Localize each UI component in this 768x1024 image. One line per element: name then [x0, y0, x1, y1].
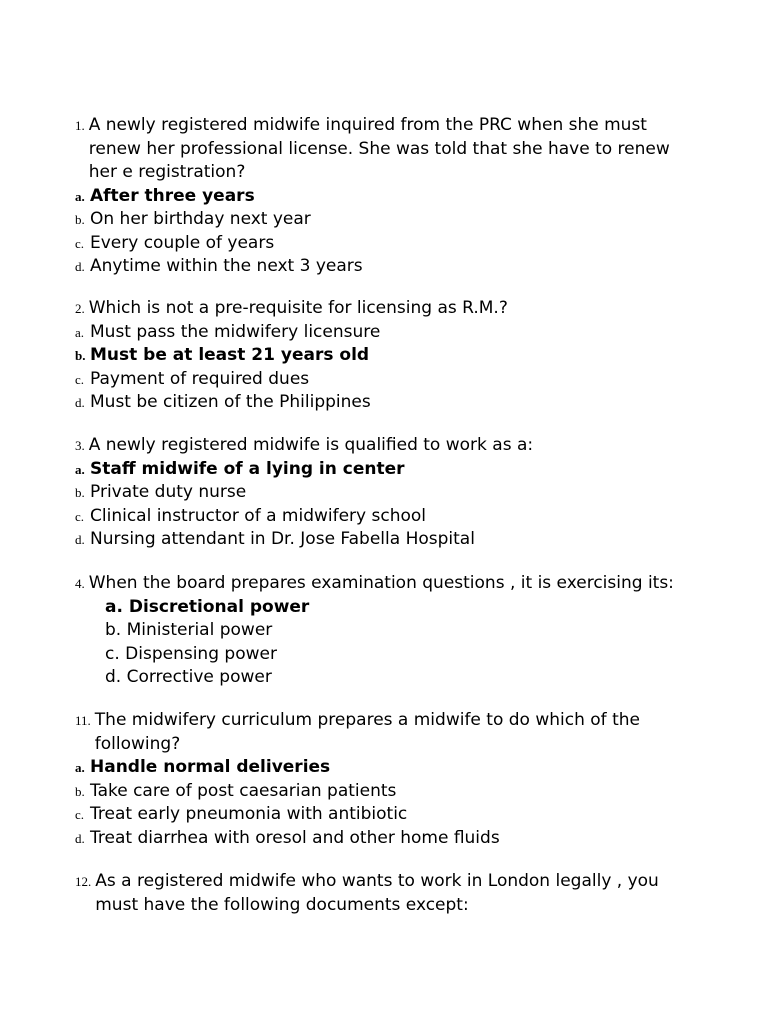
option-text: Payment of required dues — [90, 368, 310, 389]
option-text: After three years — [90, 185, 255, 206]
option-text: c. Dispensing power — [105, 643, 277, 664]
question-number: 1. — [75, 118, 85, 133]
option-letter: a. — [75, 188, 85, 204]
option-letter: d. — [75, 395, 85, 410]
option-letter: d. — [75, 259, 85, 274]
question-2 — [75, 297, 695, 415]
question-text: A newly registered midwife is qualified to work as a: — [88, 435, 534, 455]
question-4 — [75, 572, 695, 690]
option-letter: c. — [75, 235, 85, 251]
option-text: On her birthday next year — [90, 209, 311, 229]
option-letter: d. — [75, 532, 85, 547]
question-3 — [75, 434, 695, 552]
question-number: 4. — [75, 576, 85, 591]
question-text: The midwifery curriculum prepares a midwife to do which of the following? — [94, 710, 640, 754]
option-text: b. Ministerial power — [105, 620, 273, 640]
option-text: Staff midwife of a lying in center — [90, 458, 405, 479]
option-text: Must be citizen of the Philippines — [90, 392, 371, 412]
question-1 — [75, 114, 695, 279]
option-d — [75, 528, 695, 552]
option-d — [75, 666, 695, 690]
question-11 — [75, 709, 695, 850]
question-text: A newly registered midwife inquired from the PRC when she must renew her professional license. She was told that she have to renew her e registration? — [88, 115, 670, 182]
option-b — [75, 780, 695, 804]
question-12 — [75, 870, 695, 917]
option-text: Take care of post caesarian patients — [90, 780, 397, 801]
option-a — [75, 185, 695, 209]
option-d — [75, 391, 695, 415]
option-letter: c. — [75, 371, 85, 387]
option-letter: d. — [75, 830, 85, 846]
option-b — [75, 344, 695, 368]
option-a — [75, 458, 695, 482]
option-text: Private duty nurse — [90, 482, 247, 502]
option-text: d. Corrective power — [105, 667, 272, 687]
option-text: Anytime within the next 3 years — [90, 256, 363, 276]
option-text: Must be at least 21 years old — [90, 345, 370, 365]
option-c — [75, 643, 695, 667]
option-text: Nursing attendant in Dr. Jose Fabella Hospital — [90, 529, 475, 549]
option-text: a. Discretional power — [105, 596, 310, 617]
option-letter: b. — [75, 783, 85, 799]
option-b — [75, 619, 695, 643]
question-text: Which is not a pre-requisite for licensing as R.M.? — [88, 298, 508, 318]
option-d — [75, 827, 695, 851]
option-c — [75, 368, 695, 392]
option-letter: c. — [75, 807, 85, 822]
option-c — [75, 232, 695, 256]
option-text: Treat early pneumonia with antibiotic — [90, 804, 408, 824]
option-text: Every couple of years — [90, 232, 275, 253]
question-number: 11. — [75, 713, 91, 728]
option-text: Must pass the midwifery licensure — [90, 321, 381, 342]
option-b — [75, 481, 695, 505]
option-a — [75, 321, 695, 345]
option-letter: b. — [75, 348, 86, 363]
option-letter: a. — [75, 760, 85, 775]
option-a — [75, 756, 695, 780]
option-c — [75, 505, 695, 529]
option-c — [75, 803, 695, 827]
option-a — [75, 596, 695, 620]
question-number: 3. — [75, 438, 85, 453]
option-letter: a. — [75, 461, 85, 477]
question-text: As a registered midwife who wants to work in London legally , you must have the following documents except: — [95, 871, 659, 915]
question-number: 2. — [75, 301, 85, 316]
option-d — [75, 255, 695, 279]
option-letter: c. — [75, 508, 85, 524]
option-letter: b. — [75, 212, 85, 227]
option-b — [75, 208, 695, 232]
option-letter: b. — [75, 485, 85, 500]
question-number: 12. — [75, 874, 92, 889]
option-text: Handle normal deliveries — [90, 757, 331, 777]
option-letter: a. — [75, 324, 85, 340]
question-text: When the board prepares examination questions , it is exercising its: — [88, 573, 674, 593]
option-text: Clinical instructor of a midwifery school — [90, 505, 427, 526]
option-text: Treat diarrhea with oresol and other home fluids — [90, 827, 500, 848]
